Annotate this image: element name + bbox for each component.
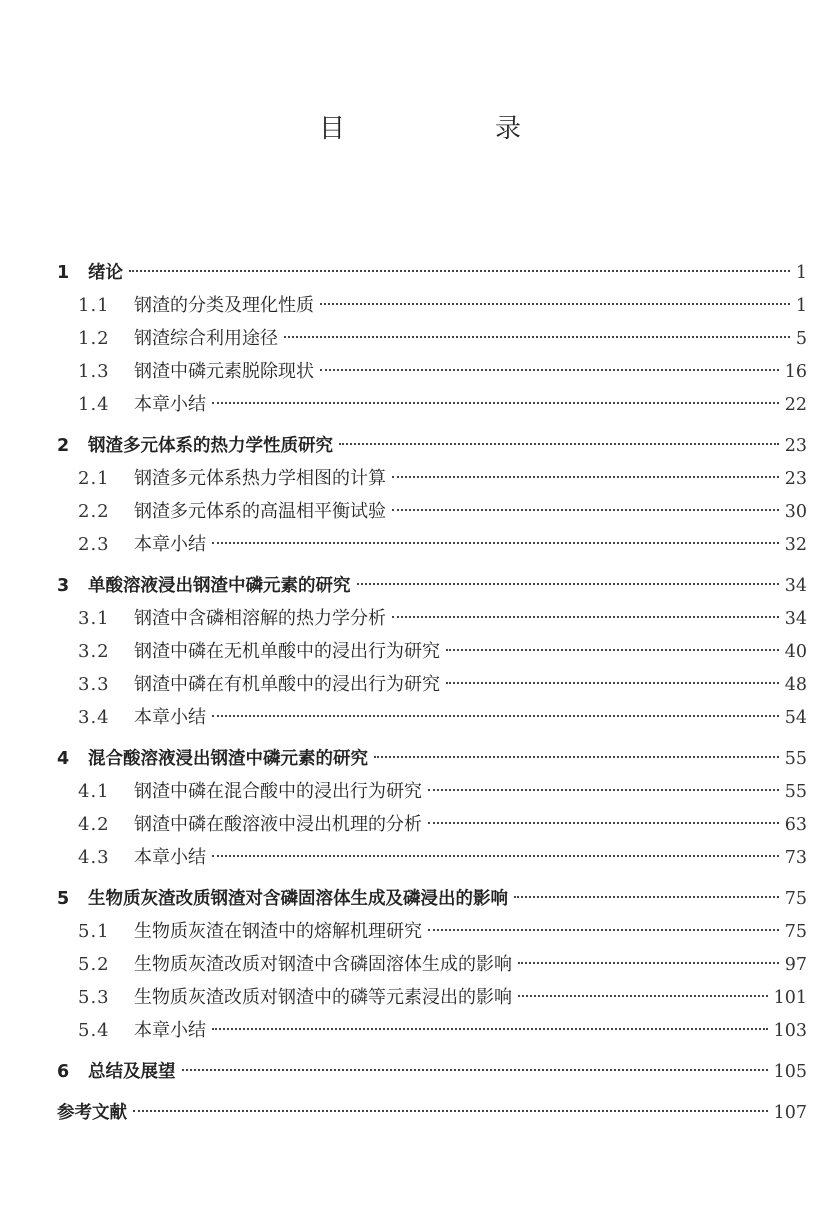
dot-leader — [357, 563, 779, 585]
toc-entry-title: 生物质灰渣改质对钢渣中的磷等元素浸出的影响 — [134, 987, 512, 1008]
toc-entry-page-number: 63 — [784, 815, 807, 835]
dot-leader — [212, 1008, 768, 1030]
dot-leader — [129, 250, 790, 272]
toc-entry-title: 钢渣多元体系热力学相图的计算 — [134, 468, 386, 489]
dot-leader — [392, 596, 779, 618]
toc-section-entry[interactable] — [57, 1014, 807, 1047]
toc-entry-number: 5.2 — [78, 954, 110, 975]
dot-leader — [446, 662, 779, 684]
dot-leader — [320, 283, 790, 305]
toc-entry-title: 单酸溶液浸出钢渣中磷元素的研究 — [88, 576, 351, 596]
toc-entry-number: 3 — [57, 576, 70, 596]
dot-leader — [182, 1049, 768, 1071]
toc-entry-number: 3.1 — [78, 608, 110, 629]
toc-entry-page-number: 5 — [795, 329, 807, 349]
toc-entry-number: 1.1 — [78, 295, 110, 316]
toc-entry-title: 钢渣的分类及理化性质 — [134, 295, 314, 316]
toc-entry-number: 2 — [57, 436, 70, 456]
toc-entry-title: 钢渣中磷在无机单酸中的浸出行为研究 — [134, 641, 440, 662]
toc-entry-title: 本章小结 — [134, 847, 206, 868]
toc-entry-number: 1.4 — [78, 394, 110, 415]
toc-entry-title: 生物质灰渣在钢渣中的熔解机理研究 — [134, 921, 422, 942]
dot-leader — [428, 802, 779, 824]
toc-entry-number: 4.1 — [78, 781, 110, 802]
toc-entry-number: 3.4 — [78, 707, 110, 728]
dot-leader — [212, 382, 779, 404]
toc-entry-page-number: 54 — [784, 708, 807, 728]
toc-entry-number: 4 — [57, 749, 70, 769]
dot-leader — [514, 876, 779, 898]
toc-entry-page-number: 23 — [784, 469, 807, 489]
toc-chapter-entry[interactable] — [57, 1096, 807, 1129]
toc-entry-page-number: 75 — [784, 889, 807, 909]
dot-leader — [339, 423, 779, 445]
toc-entry-number: 1.3 — [78, 361, 110, 382]
toc-entry-page-number: 55 — [784, 749, 807, 769]
toc-entry-page-number: 34 — [784, 576, 807, 596]
toc-entry-title: 钢渣中磷在混合酸中的浸出行为研究 — [134, 781, 422, 802]
toc-entry-page-number: 75 — [784, 922, 807, 942]
toc-entry-page-number: 48 — [784, 675, 807, 695]
toc-entry-page-number: 32 — [784, 535, 807, 555]
toc-entry-title: 绪论 — [88, 263, 123, 283]
toc-entry-page-number: 105 — [773, 1062, 807, 1082]
dot-leader — [392, 489, 779, 511]
dot-leader — [428, 909, 779, 931]
toc-entry-title: 钢渣中磷元素脱除现状 — [134, 361, 314, 382]
table-of-contents — [57, 256, 807, 1129]
toc-entry-number: 6 — [57, 1062, 70, 1082]
toc-entry-page-number: 1 — [795, 296, 807, 316]
toc-entry-page-number: 101 — [773, 988, 807, 1008]
toc-entry-page-number: 40 — [784, 642, 807, 662]
toc-chapter-entry[interactable] — [57, 1055, 807, 1088]
dot-leader — [133, 1090, 768, 1112]
toc-section-entry[interactable] — [57, 841, 807, 874]
toc-entry-page-number: 30 — [784, 502, 807, 522]
toc-section-entry[interactable] — [57, 701, 807, 734]
toc-entry-number: 5.4 — [78, 1020, 110, 1041]
dot-leader — [320, 349, 779, 371]
toc-entry-number: 2.3 — [78, 534, 110, 555]
dot-leader — [428, 769, 779, 791]
toc-section-entry[interactable] — [57, 388, 807, 421]
toc-entry-title: 钢渣中磷在有机单酸中的浸出行为研究 — [134, 674, 440, 695]
toc-entry-number: 4.3 — [78, 847, 110, 868]
toc-entry-page-number: 16 — [784, 362, 807, 382]
dot-leader — [284, 316, 790, 338]
toc-entry-number: 5.1 — [78, 921, 110, 942]
toc-entry-number: 5.3 — [78, 987, 110, 1008]
toc-entry-title: 钢渣多元体系的高温相平衡试验 — [134, 501, 386, 522]
dot-leader — [392, 456, 779, 478]
page-title: 目 录 — [318, 114, 583, 144]
toc-entry-title: 钢渣中含磷相溶解的热力学分析 — [134, 608, 386, 629]
toc-entry-number: 1.2 — [78, 328, 110, 349]
toc-entry-number: 3.2 — [78, 641, 110, 662]
toc-entry-number: 3.3 — [78, 674, 110, 695]
toc-entry-number: 2.2 — [78, 501, 110, 522]
toc-entry-number: 5 — [57, 889, 70, 909]
toc-entry-page-number: 103 — [773, 1021, 807, 1041]
toc-entry-number: 4.2 — [78, 814, 110, 835]
dot-leader — [446, 629, 779, 651]
toc-entry-title: 本章小结 — [134, 534, 206, 555]
dot-leader — [212, 522, 779, 544]
toc-entry-title: 本章小结 — [134, 394, 206, 415]
toc-entry-page-number: 55 — [784, 782, 807, 802]
toc-entry-title: 总结及展望 — [88, 1062, 176, 1082]
toc-entry-title: 本章小结 — [134, 707, 206, 728]
toc-entry-page-number: 73 — [784, 848, 807, 868]
toc-entry-title: 生物质灰渣改质对钢渣中含磷固溶体生成的影响 — [134, 954, 512, 975]
dot-leader — [212, 835, 779, 857]
toc-entry-number: 2.1 — [78, 468, 110, 489]
toc-entry-number: 1 — [57, 263, 70, 283]
toc-entry-title: 本章小结 — [134, 1020, 206, 1041]
toc-entry-title: 混合酸溶液浸出钢渣中磷元素的研究 — [88, 749, 368, 769]
toc-entry-page-number: 1 — [795, 263, 807, 283]
toc-entry-page-number: 23 — [784, 436, 807, 456]
toc-entry-title: 钢渣综合利用途径 — [134, 328, 278, 349]
dot-leader — [518, 975, 768, 997]
toc-entry-title: 参考文献 — [57, 1103, 127, 1123]
toc-entry-page-number: 107 — [773, 1103, 807, 1123]
dot-leader — [212, 695, 779, 717]
toc-entry-title: 钢渣多元体系的热力学性质研究 — [88, 436, 333, 456]
toc-entry-title: 钢渣中磷在酸溶液中浸出机理的分析 — [134, 814, 422, 835]
toc-entry-title: 生物质灰渣改质钢渣对含磷固溶体生成及磷浸出的影响 — [88, 889, 508, 909]
dot-leader — [518, 942, 779, 964]
toc-entry-page-number: 22 — [784, 395, 807, 415]
dot-leader — [374, 736, 779, 758]
toc-entry-page-number: 34 — [784, 609, 807, 629]
toc-entry-page-number: 97 — [784, 955, 807, 975]
toc-section-entry[interactable] — [57, 528, 807, 561]
